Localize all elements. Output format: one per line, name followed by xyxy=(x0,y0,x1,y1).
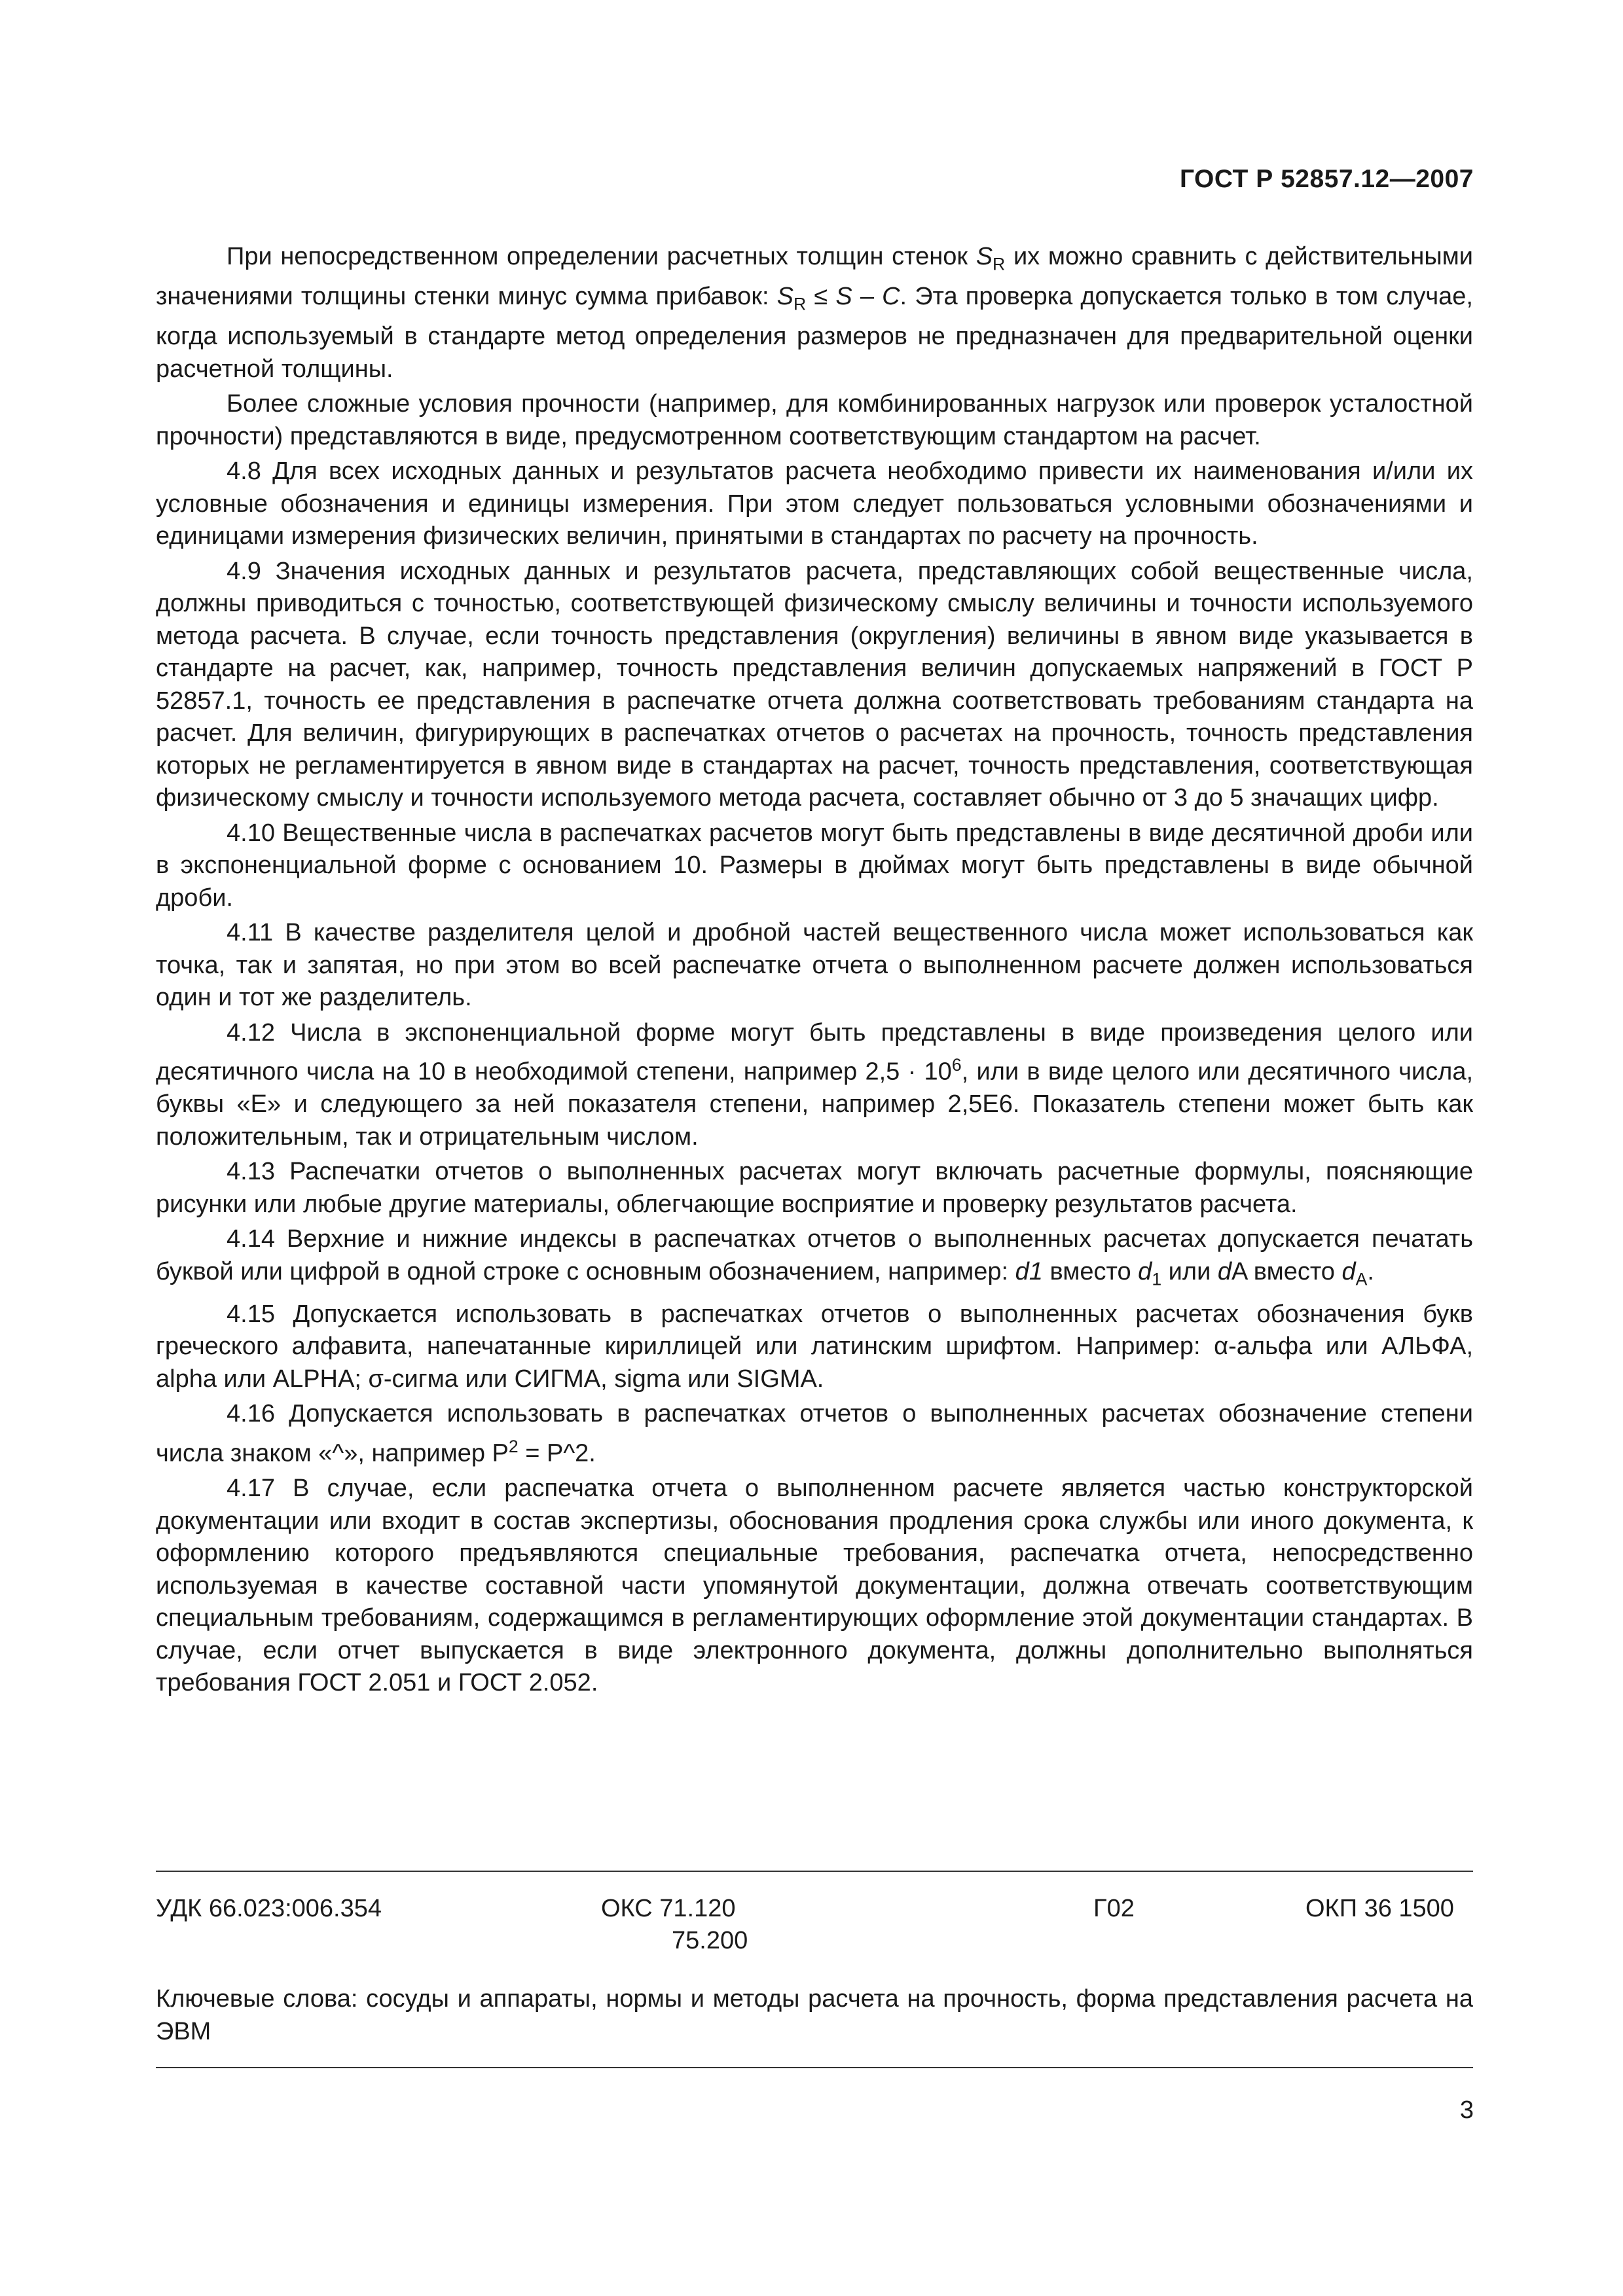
paragraph-segment: R xyxy=(993,254,1006,274)
paragraph xyxy=(156,917,1473,1014)
paragraph xyxy=(156,1156,1473,1221)
paragraph-segment: R xyxy=(793,294,807,314)
paragraph xyxy=(156,388,1473,453)
paragraph-segment: 4.9 Значения исходных данных и результатов расчета, представляющих собой вещественные числа, должны приводиться с точностью, соответствующей физическому смыслу величины и точности используемого метода расчета. В случае, если точность представления (округления) величины в явном виде указывается в стандарте на расчет, как, например, точность представления величин допускаемых напряжений в ГОСТ Р 52857.1, точность ее представления в распечатке отчета должна соответствовать требованиям стандарта на расчет. Для величин, фигурирующих в распечатках отчетов о расчетах на прочность, точность представления которых не регламентируется в явном виде в стандартах на расчет, точность представления, соответствующая физическому смыслу и точности используемого метода расчета, составляет обычно от 3 до 5 значащих цифр. xyxy=(156,557,1473,812)
paragraph-segment: 4.13 Распечатки отчетов о выполненных расчетах могут включать расчетные формулы, поясняющие рисунки или любые другие материалы, облегчающие восприятие и проверку результатов расчета. xyxy=(156,1158,1473,1218)
paragraph-segment: Более сложные условия прочности (например, для комбинированных нагрузок или проверок усталостной прочности) представляются в виде, предусмотренном соответствующим стандартом на расчет. xyxy=(156,390,1473,450)
okp-code: ОКП 36 1500 xyxy=(1305,1895,1454,1922)
paragraph-segment: d1 xyxy=(1015,1257,1043,1285)
paragraph-segment: d xyxy=(1138,1257,1152,1285)
paragraph-segment: 4.17 В случае, если распечатка отчета о выполненном расчете является частью конструкторской документации или входит в состав экспертизы, обоснования продления срока службы или иного документа, к оформлению которого предъявляются специальные требования, распечатка отчета, непосредственно используемая в качестве составной части упомянутой документации, должна отвечать соответствующим специальным требованиям, содержащимся в регламентирующих оформление этой документации стандартах. В случае, если отчет выпускается в виде электронного документа, должны дополнительно выполняться требования ГОСТ 2.051 и ГОСТ 2.052. xyxy=(156,1475,1473,1697)
paragraph-segment: 4.12 Числа в экспоненциальной форме могут быть представлены в виде произведения целого или десятичного числа на 10 в необходимой степени, например 2,5 · 10 xyxy=(156,1018,1473,1086)
paragraph-segment: вместо xyxy=(1042,1257,1139,1285)
top-divider xyxy=(156,1871,1473,1872)
paragraph-segment: их можно сравнить с действительными значениями толщины стенки минус сумма прибавок: xyxy=(156,243,1473,311)
paragraph-segment: – xyxy=(852,283,883,311)
paragraph xyxy=(156,817,1473,915)
paragraph-segment: S xyxy=(776,283,793,311)
paragraph xyxy=(156,1299,1473,1396)
paragraph-segment: A вместо xyxy=(1231,1257,1342,1285)
paragraph-segment: 4.16 Допускается использовать в распечатках отчетов о выполненных расчетах обозначение степени числа знаком «^», например P xyxy=(156,1400,1473,1467)
standard-designation: ГОСТ Р 52857.12—2007 xyxy=(1179,165,1474,193)
paragraph-segment: 4.10 Вещественные числа в распечатках расчетов могут быть представлены в виде десятичной дроби или в экспоненциальной форме с основанием 10. Размеры в дюймах могут быть представлены в виде обычной дроби. xyxy=(156,819,1473,912)
paragraph xyxy=(156,241,1473,386)
paragraph-segment: C xyxy=(882,283,900,311)
paragraph xyxy=(156,1017,1473,1154)
paragraph-segment: d xyxy=(1217,1257,1231,1285)
paragraph-segment: ≤ xyxy=(806,283,836,311)
body-text xyxy=(156,241,1473,1702)
paragraph xyxy=(156,456,1473,553)
paragraph-segment: 6 xyxy=(951,1055,962,1075)
paragraph-segment: . xyxy=(1367,1257,1374,1285)
oks-code-second: 75.200 xyxy=(672,1927,748,1954)
paragraph-segment: d xyxy=(1341,1257,1356,1285)
paragraph-segment: 1 xyxy=(1152,1269,1162,1289)
paragraph-segment: S xyxy=(976,243,993,270)
paragraph-segment: При непосредственном определении расчетных толщин стенок xyxy=(227,243,976,270)
keywords: Ключевые слова: сосуды и аппараты, нормы и методы расчета на прочность, форма представления расчета на ЭВМ xyxy=(156,1985,1473,2045)
page-number: 3 xyxy=(1459,2096,1474,2124)
paragraph xyxy=(156,556,1473,815)
udk-code: УДК 66.023:006.354 xyxy=(156,1895,382,1922)
paragraph xyxy=(156,1398,1473,1470)
paragraph-segment: S xyxy=(835,283,852,311)
paragraph-segment: 4.11 В качестве разделителя целой и дробной частей вещественного числа может использоваться как точка, так и запятая, но при этом во всей распечатке отчета о выполненном расчете должен использоваться один и тот же разделитель. xyxy=(156,919,1473,1012)
paragraph xyxy=(156,1223,1473,1296)
oks-code: ОКС 71.120 xyxy=(601,1895,736,1922)
paragraph-segment: 2 xyxy=(508,1436,519,1456)
paragraph-segment: A xyxy=(1355,1269,1368,1289)
group-code: Г02 xyxy=(1093,1895,1135,1922)
paragraph-segment: = P^2. xyxy=(518,1439,596,1467)
paragraph-segment: 4.8 Для всех исходных данных и результатов расчета необходимо привести их наименования и/или их условные обозначения и единицы измерения. При этом следует пользоваться условными обозначениями и единицами измерения физических величин, принятыми в стандартах по расчету на прочность. xyxy=(156,457,1473,550)
paragraph-segment: . Эта проверка допускается только в том случае, когда используемый в стандарте метод определения размеров не предназначен для предварительной оценки расчетной толщины. xyxy=(156,283,1473,383)
paragraph-segment: 4.14 Верхние и нижние индексы в распечатках отчетов о выполненных расчетах допускается печатать буквой или цифрой в одной строке с основным обозначением, например: xyxy=(156,1225,1473,1285)
paragraph xyxy=(156,1473,1473,1700)
paragraph-segment: или xyxy=(1161,1257,1218,1285)
bottom-divider xyxy=(156,2067,1473,2068)
paragraph-segment: , или в виде целого или десятичного числа, буквы «Е» и следующего за ней показателя степени, например 2,5Е6. Показатель степени может быть как положительным, так и отрицательным числом. xyxy=(156,1058,1474,1151)
paragraph-segment: 4.15 Допускается использовать в распечатках отчетов о выполненных расчетах обозначения букв греческого алфавита, напечатанные кириллицей или латинским шрифтом. Например: α-альфа или АЛЬФА, alpha или ALPHA; σ-сигма или СИГМА, sigma или SIGMA. xyxy=(156,1300,1473,1393)
